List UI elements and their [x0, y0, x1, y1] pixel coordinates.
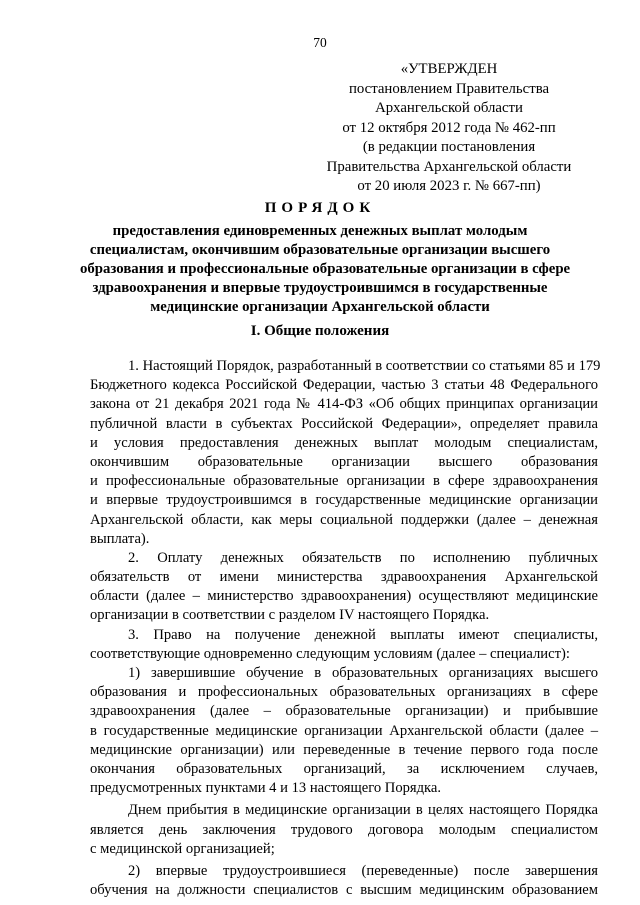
approval-line: Архангельской области [375, 100, 523, 116]
paragraph-line: области (далее – министерство здравоохранения) осуществляют медицинские [90, 588, 598, 605]
approval-line: от 12 октября 2012 года № 462-пп [342, 119, 556, 136]
subtitle-line: медицинские организации Архангельской области [150, 299, 490, 315]
paragraph-line: обучения на должности специалистов с высшим медицинским образованием [90, 882, 598, 899]
paragraph-line: образования и профессиональных образовательных организациях в сфере [90, 684, 598, 701]
paragraph-line: обязательств от имени министерства здравоохранения Архангельской [90, 569, 598, 586]
paragraph-line: организации в соответствии с разделом IV настоящего Порядка. [90, 607, 490, 624]
approval-stamp [318, 60, 580, 197]
body-text [90, 357, 601, 900]
paragraph-line: и впервые трудоустроившимся в государственные медицинские организации [90, 492, 598, 509]
paragraph-line: публичной власти в субъектах Российской Федерации», определяет правила [90, 415, 598, 432]
approval-line: (в редакции постановления [362, 139, 536, 155]
subtitle-line: предоставления единовременных денежных выплат молодым [112, 223, 528, 239]
paragraph-line: окончания образовательных организаций, за исключением случаев, [90, 760, 598, 777]
paragraph-line: 3. Право на получение денежной выплаты имеют специалисты, [128, 626, 598, 643]
paragraph-line: соответствующие одновременно следующим условиям (далее – специалист): [90, 645, 570, 662]
document-subtitle [80, 222, 571, 317]
paragraph-line: закона от 21 декабря 2021 года № 414-ФЗ «Об общих принципах организации [90, 396, 598, 413]
approval-line: от 20 июля 2023 г. № 667-пп) [357, 178, 541, 194]
approval-line: постановлением Правительства [348, 80, 550, 97]
paragraph-line: Бюджетного кодекса Российской Федерации, частью 3 статьи 48 Федерального [90, 377, 598, 394]
paragraph-line: Днем прибытия в медицинские организации в целях настоящего Порядка [128, 802, 598, 819]
paragraph-line: с медицинской организацией; [90, 840, 275, 857]
paragraph-line: и профессиональные образовательные организации в сфере здравоохранения [90, 473, 598, 490]
paragraph-line: здравоохранения (далее – образовательные организации) и прибывшие [90, 703, 598, 720]
paragraph-line: медицинские организации) или переведенные в течение первого года после [90, 741, 598, 758]
subtitle-line: специалистам, окончившим образовательные организации высшего [89, 242, 551, 258]
paragraph-line: 2. Оплату денежных обязательств по исполнению публичных [128, 549, 598, 566]
paragraph-line: Архангельской области, как меры социальной поддержки (далее – денежная [90, 511, 598, 528]
paragraph-line: 1. Настоящий Порядок, разработанный в соответствии со статьями 85 и 179 [128, 358, 601, 374]
paragraph-line: окончившим образовательные организации высшего образования [90, 453, 598, 470]
paragraph-line: и условия предоставления денежных выплат молодым специалистам, [90, 434, 598, 451]
document-title: ПОРЯДОК [264, 200, 376, 216]
approval-line: Правительства Архангельской области [326, 158, 572, 175]
subtitle-line: здравоохранения и впервые трудоустроившимся в государственные [92, 280, 548, 296]
paragraph-line: 2) впервые трудоустроившиеся (переведенные) после завершения [128, 862, 598, 879]
page-number: 70 [313, 35, 327, 50]
paragraph-line: предусмотренных пунктами 4 и 13 настоящего Порядка. [90, 780, 442, 797]
paragraph-line: 1) завершившие обучение в образовательных организациях высшего [128, 665, 598, 681]
paragraph-line: в государственные медицинские организации Архангельской области (далее – [90, 722, 598, 739]
section-title: I. Общие положения [250, 323, 390, 339]
approval-line: «УТВЕРЖДЕН [400, 61, 498, 77]
paragraph-line: выплата). [90, 530, 150, 547]
paragraph-line: является день заключения трудового договора молодым специалистом [90, 821, 598, 838]
subtitle-line: образования и профессиональные образовательные организации в сфере [80, 261, 571, 277]
